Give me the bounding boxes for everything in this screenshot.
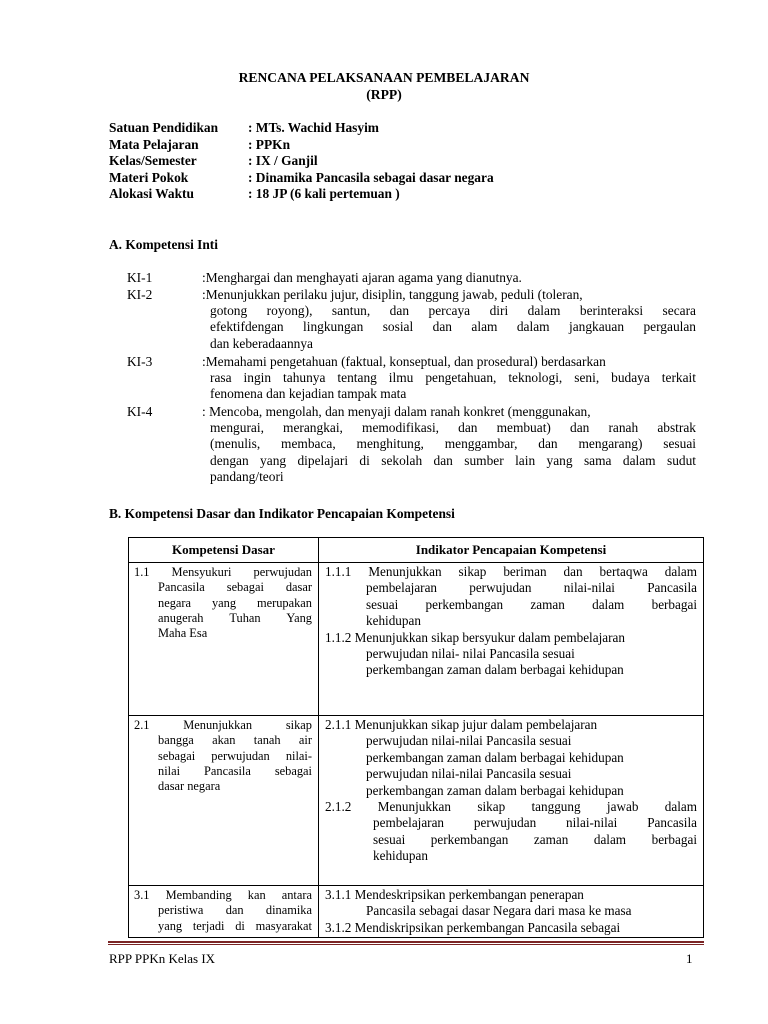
competency-table: [128, 537, 704, 938]
kd-line: dasar negara: [158, 779, 221, 794]
kd-line: 3.1 Membanding kan antara: [134, 888, 312, 902]
indicator-line: pembelajaran perwujudan nilai-nilai Pancasila: [373, 815, 697, 831]
ki-line: dengan yang dipelajari di sekolah dan sumber lain yang sama dalam sudut: [210, 452, 696, 468]
indicator-line: kehidupan: [373, 848, 428, 864]
indicator-line: perkembangan zaman dalam berbagai kehidupan: [366, 749, 624, 765]
ki-code: KI-4: [127, 404, 153, 419]
kd-cell: [129, 563, 319, 716]
indicator-line: sesuai perkembangan zaman dalam berbagai: [373, 831, 697, 847]
identity-label-materi: Materi Pokok: [109, 170, 189, 185]
identity-value-satuan: : MTs. Wachid Hasyim: [248, 120, 379, 135]
indicator-line: perkembangan zaman dalam berbagai kehidupan: [366, 662, 624, 678]
indicator-line: perwujudan nilai- nilai Pancasila sesuai: [366, 646, 575, 662]
kd-line: nilai Pancasila sebagai: [158, 763, 312, 778]
identity-value-kelas: : IX / Ganjil: [248, 153, 318, 168]
footer-rule: [108, 941, 704, 943]
kd-cell: [129, 886, 319, 938]
kd-line: 1.1 Mensyukuri perwujudan: [134, 565, 312, 579]
indicator-line: 2.1.1 Menunjukkan sikap jujur dalam pembelajaran: [325, 717, 598, 732]
ki-text: [202, 354, 696, 403]
identity-label-mapel: Mata Pelajaran: [109, 137, 199, 152]
indicator-line: perwujudan nilai-nilai Pancasila sesuai: [366, 733, 572, 749]
indicator-line: 1.1.1 Menunjukkan sikap beriman dan bertaqwa dalam: [325, 564, 697, 579]
indicator-cell: [319, 563, 704, 716]
kd-line: Pancasila sebagai dasar: [158, 580, 312, 595]
ki-text: [202, 287, 696, 352]
footer-rule-thin: [108, 944, 704, 945]
ki-line: mengurai, merangkai, memodifikasi, dan membuat) dan ranah abstrak: [210, 420, 696, 436]
identity-value-alokasi: : 18 JP (6 kali pertemuan ): [248, 186, 400, 201]
kd-cell: [129, 716, 319, 886]
kd-line: sebagai perwujudan nilai-: [158, 748, 312, 763]
indicator-cell: [319, 886, 704, 938]
indicator-line: sesuai perkembangan zaman dalam berbagai: [366, 596, 697, 612]
table-header-indikator: Indikator Pencapaian Kompetensi: [319, 538, 704, 563]
indicator-line: perkembangan zaman dalam berbagai kehidupan: [366, 782, 624, 798]
indicator-line: 3.1.2 Mendiskripsikan perkembangan Pancasila sebagai: [325, 919, 621, 935]
indicator-line: pembelajaran perwujudan nilai-nilai Pancasila: [366, 580, 697, 596]
table-header-row: [129, 538, 704, 563]
document-subtitle: (RPP): [366, 87, 402, 102]
kd-line: negara yang merupakan: [158, 595, 312, 610]
kd-line: Maha Esa: [158, 626, 208, 641]
kd-line: anugerah Tuhan Yang: [158, 610, 312, 625]
ki-line: pandang/teori: [210, 468, 284, 484]
ki-line: :Memahami pengetahuan (faktual, konseptual, dan prosedural) berdasarkan: [202, 354, 606, 369]
kd-line: 2.1 Menunjukkan sikap: [134, 718, 312, 732]
identity-label-kelas: Kelas/Semester: [109, 153, 197, 168]
indicator-line: kehidupan: [366, 613, 421, 629]
ki-text: [202, 404, 696, 485]
ki-line: gotong royong), santun, dan percaya diri dalam berinteraksi secara: [210, 303, 696, 319]
identity-label-alokasi: Alokasi Waktu: [109, 186, 194, 201]
ki-code: KI-3: [127, 354, 153, 369]
kd-line: yang terjadi di masyarakat: [158, 918, 312, 933]
table-row: [129, 716, 704, 886]
table-row: [129, 886, 704, 938]
indicator-line: 1.1.2 Menunjukkan sikap bersyukur dalam pembelajaran: [325, 629, 625, 645]
ki-code: KI-2: [127, 287, 153, 302]
section-b-heading: B. Kompetensi Dasar dan Indikator Pencapaian Kompetensi: [109, 506, 455, 521]
indicator-line: perwujudan nilai-nilai Pancasila sesuai: [366, 766, 572, 782]
indicator-line: 3.1.1 Mendeskripsikan perkembangan penerapan: [325, 887, 584, 902]
kd-line: bangga akan tanah air: [158, 733, 312, 748]
indicator-line: 2.1.2 Menunjukkan sikap tanggung jawab dalam: [325, 799, 697, 815]
ki-line: :Menunjukkan perilaku jujur, disiplin, tanggung jawab, peduli (toleran,: [202, 287, 583, 302]
table-header-kd: Kompetensi Dasar: [129, 538, 319, 563]
section-a-heading: A. Kompetensi Inti: [109, 237, 218, 252]
identity-value-mapel: : PPKn: [248, 137, 291, 152]
ki-line: dan keberadaannya: [210, 335, 313, 351]
ki-line: efektifdengan lingkungan sosial dan alam dalam jangkauan pergaulan: [210, 319, 696, 335]
table-row: [129, 563, 704, 716]
ki-line: rasa ingin tahunya tentang ilmu pengetahuan, teknologi, seni, budaya terkait: [210, 370, 696, 386]
identity-value-materi: : Dinamika Pancasila sebagai dasar negara: [248, 170, 494, 185]
ki-line: fenomena dan kejadian tampak mata: [210, 386, 407, 402]
footer-label: RPP PPKn Kelas IX: [109, 951, 216, 966]
document-title: RENCANA PELAKSANAAN PEMBELAJARAN: [238, 70, 530, 85]
ki-text: [202, 270, 696, 286]
ki-line: :Menghargai dan menghayati ajaran agama yang dianutnya.: [202, 270, 522, 285]
kd-line: peristiwa dan dinamika: [158, 903, 312, 918]
indicator-line: Pancasila sebagai dasar Negara dari masa ke masa: [366, 903, 632, 919]
indicator-cell: [319, 716, 704, 886]
ki-line: : Mencoba, mengolah, dan menyaji dalam ranah konkret (menggunakan,: [202, 404, 591, 419]
ki-code: KI-1: [127, 270, 153, 285]
page-number: 1: [686, 951, 693, 966]
identity-label-satuan: Satuan Pendidikan: [109, 120, 219, 135]
ki-line: (menulis, membaca, menghitung, menggambar, dan mengarang) sesuai: [210, 436, 696, 452]
